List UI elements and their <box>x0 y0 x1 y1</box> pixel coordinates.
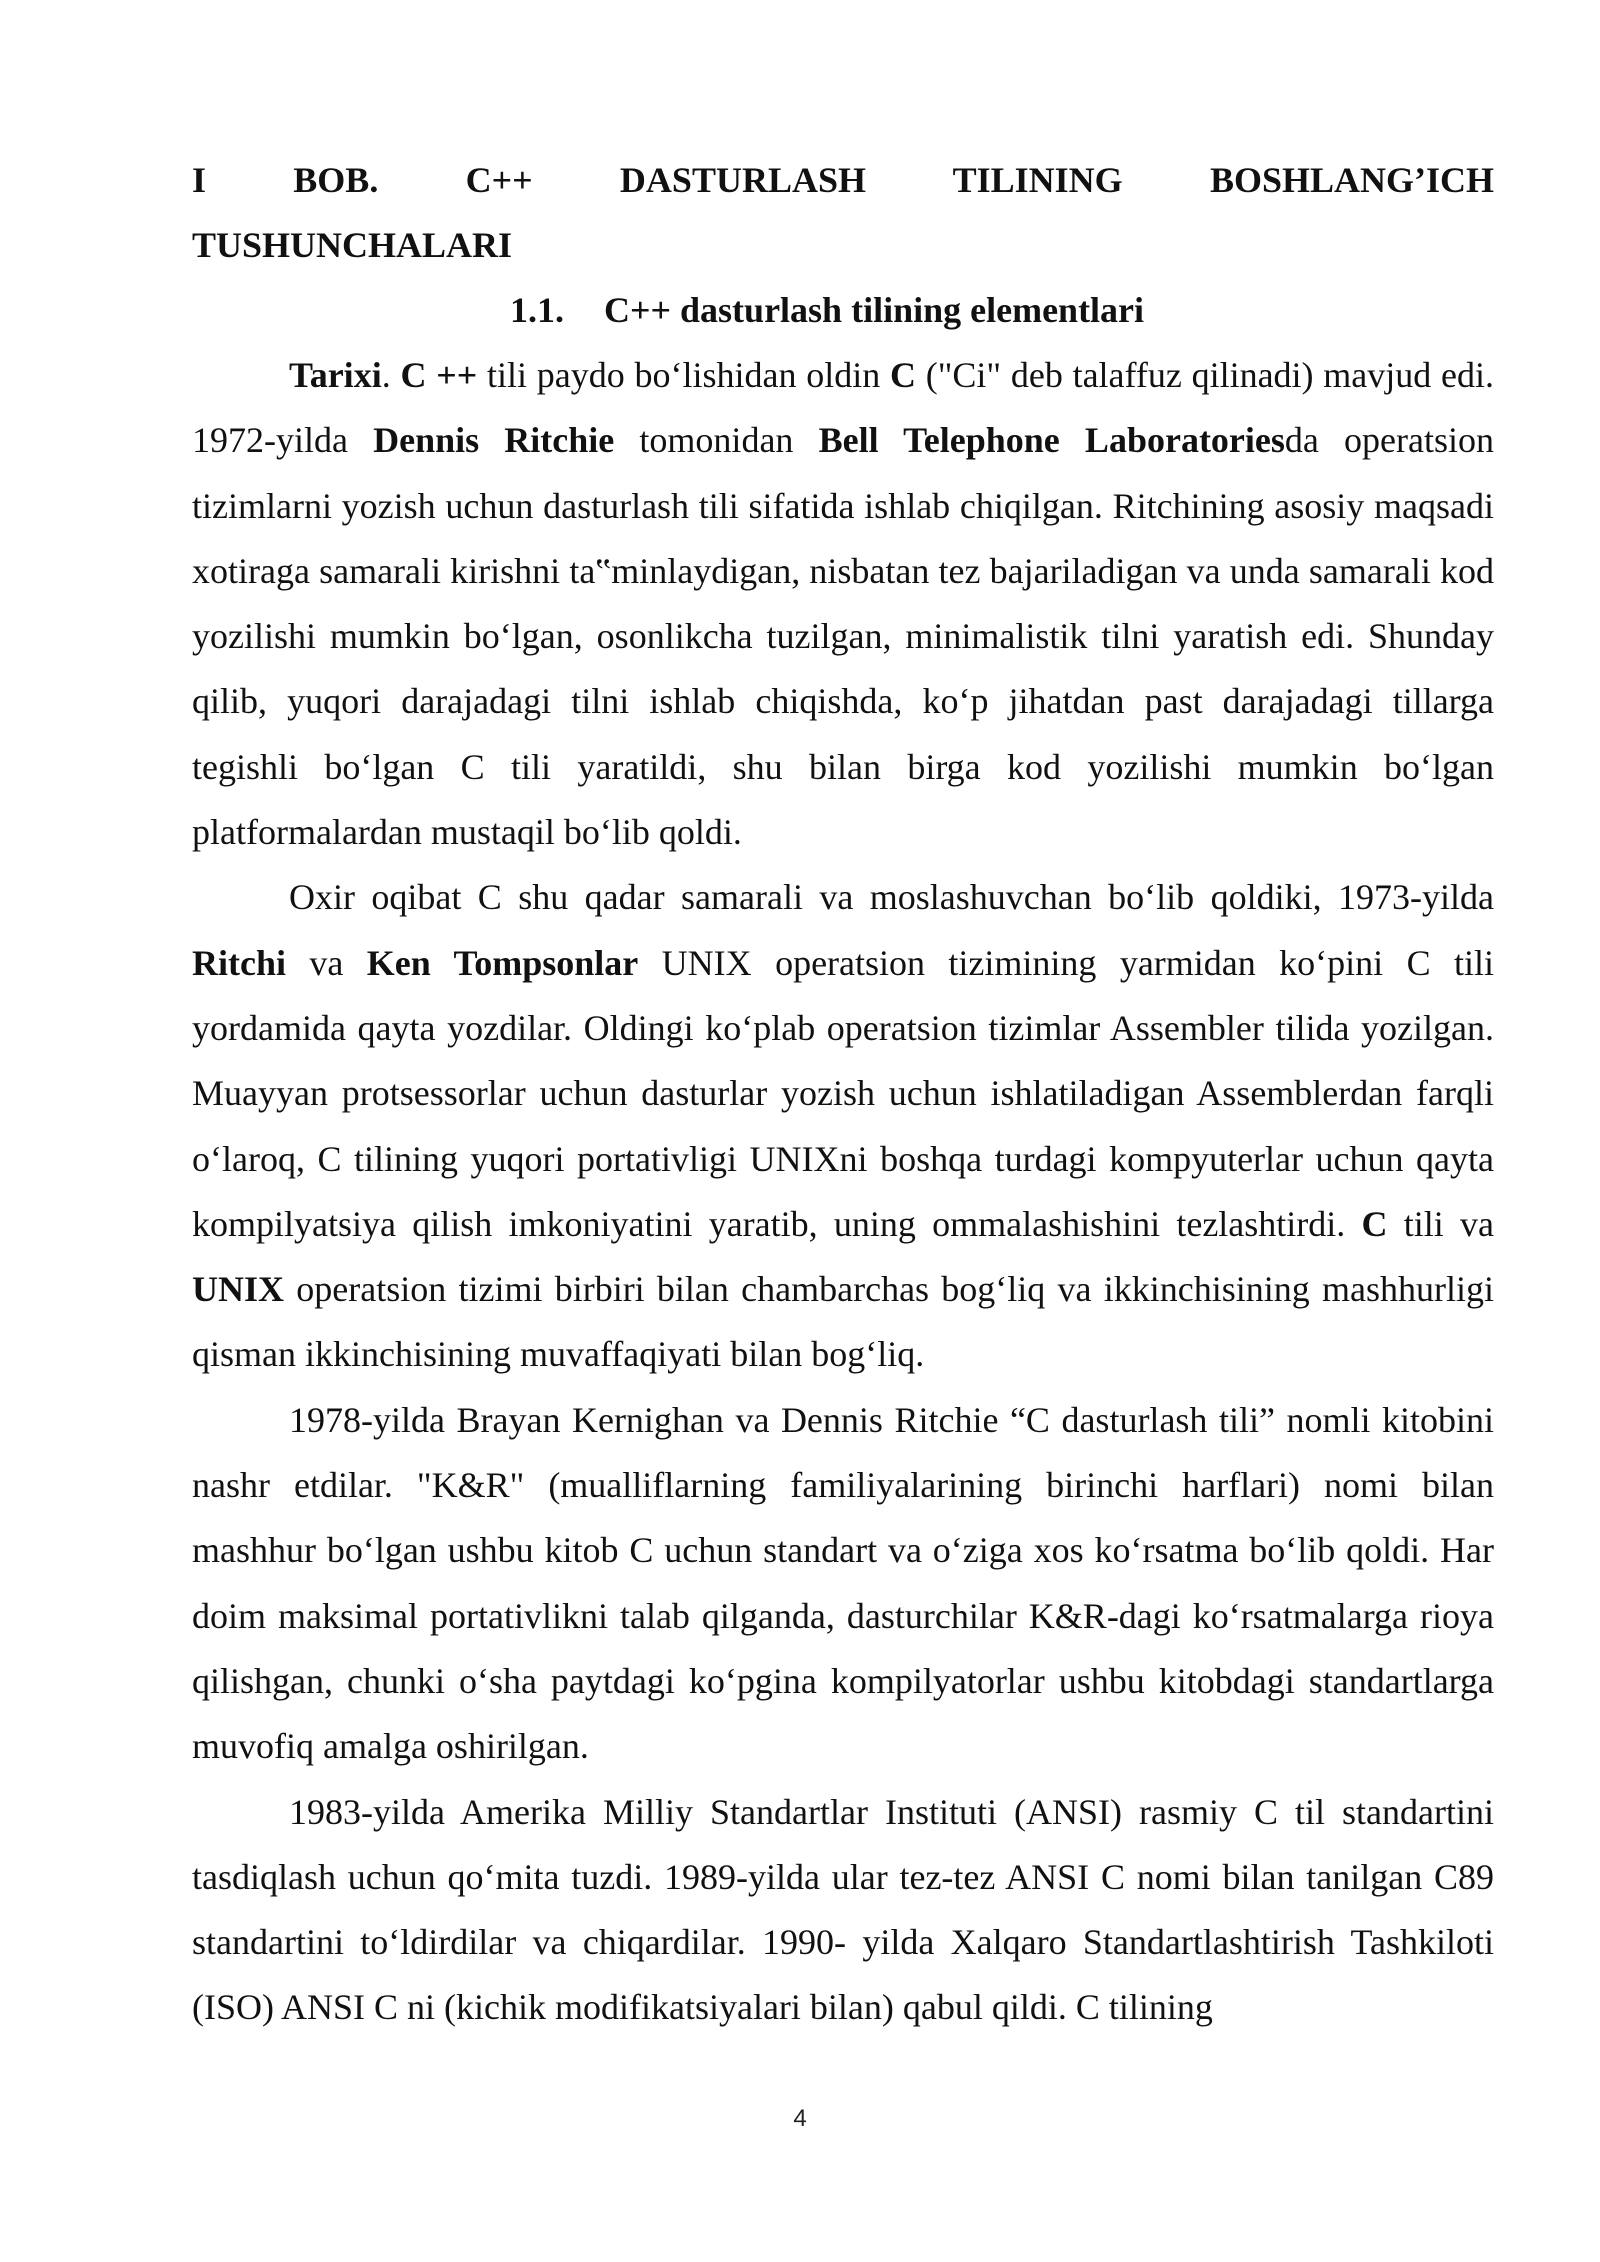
bold-term: UNIX <box>192 1269 285 1310</box>
text-run: tili paydo bo‘lishidan oldin <box>477 355 890 395</box>
chapter-word: BOSHLANG’ICH <box>1209 160 1495 200</box>
paragraph-ansi: 1983-yilda Amerika Milliy Standartlar Instituti (ANSI) rasmiy C til standartini tasdiqlash uchun qo‘mita tuzdi. 1989-yilda ular tez-tez ANSI C nomi bilan tanilgan C89 standartini to‘ldirdilar va chiqardilar. 1990- yilda Xalqaro Standartlashtirish Tashkiloti (ISO) ANSI C ni (kichik modifikatsiyalari bilan) qabul qildi. C tilining <box>192 1791 1494 2028</box>
text-run: tomonidan <box>614 420 819 461</box>
chapter-heading <box>192 148 1494 213</box>
bold-term: C <box>1361 1203 1388 1244</box>
section-number: 1.1. <box>510 290 564 330</box>
bold-term: Ritchi <box>192 942 286 983</box>
chapter-word: DASTURLASH <box>619 160 866 200</box>
bold-term: C ++ <box>400 355 478 395</box>
chapter-word: BOB. <box>293 160 379 200</box>
paragraph-unix <box>192 865 1494 1387</box>
section-title: C++ dasturlash tilining elementlari <box>604 290 1145 330</box>
bold-term: Bell Telephone Laboratories <box>818 420 1285 461</box>
paragraph-kr-book: 1978-yilda Brayan Kernighan va Dennis Ritchie “C dasturlash tili” nomli kitobini nashr etdilar. "K&R" (mualliflarning familiyalarining birinchi harflari) nomi bilan mashhur bo‘lgan ushbu kitob C uchun standart va o‘ziga xos ko‘rsatma bo‘lib qoldi. Har doim maksimal portativlikni talab qilganda, dasturchilar K&R-dagi ko‘rsatmalarga rioya qilishgan, chunki o‘sha paytdagi ko‘pgina kompilyatorlar ushbu kitobdagi standartlarga muvofiq amalga oshirilgan. <box>192 1399 1494 1767</box>
chapter-word: I <box>192 160 207 200</box>
bold-term: Ken Tompsonlar <box>366 942 639 983</box>
section-heading <box>192 278 1494 343</box>
bold-term: Dennis Ritchie <box>373 420 615 461</box>
document-page <box>192 148 1494 2041</box>
text-run: da operatsion tizimlarni yozish uchun dasturlash tili sifatida ishlab chiqilgan. Ritchining asosiy maqsadi xotiraga samarali kirishni ta‟minlaydigan, nisbatan tez bajariladigan va unda samarali kod yozilishi mumkin bo‘lgan, osonlikcha tuzilgan, minimalistik tilni yaratish edi. Shunday qilib, yuqori darajadagi tilni ishlab chiqishda, ko‘p jihatdan past darajadagi tillarga tegishli bo‘lgan C tili yaratildi, shu bilan birga kod yozilishi mumkin bo‘lgan platformalardan mustaqil bo‘lib qoldi. <box>192 420 1494 853</box>
bold-term: Tarixi <box>289 355 382 395</box>
paragraph-history <box>192 343 1494 865</box>
page-number: 4 <box>793 2105 807 2132</box>
text-run: . <box>381 355 401 395</box>
text-run: UNIX operatsion tizimining yarmidan ko‘pini C tili yordamida qayta yozdilar. Oldingi ko‘plab operatsion tizimlar Assembler tilida yozilgan. Muayyan protsessorlar uchun dasturlar yozish uchun ishlatiladigan Assemblerdan farqli o‘laroq, C tilining yuqori portativligi UNIXni boshqa turdagi kompyuterlar uchun qayta kompilyatsiya qilish imkoniyatini yaratib, uning ommalashishini tezlashtirdi. <box>192 942 1494 1244</box>
text-run: Oxir oqibat C shu qadar samarali va moslashuvchan bo‘lib qoldiki, 1973-yilda <box>289 877 1494 918</box>
chapter-heading-line2: TUSHUNCHALARI <box>192 225 513 265</box>
chapter-word: C++ <box>465 160 533 200</box>
text-run: ("Ci" deb talaffuz qilinadi) mavjud edi. 1972-yilda <box>192 355 1495 461</box>
chapter-word: TILINING <box>952 160 1123 200</box>
bold-term: C <box>889 355 916 395</box>
text-run: va <box>286 942 367 983</box>
text-run: operatsion tizimi birbiri bilan chambarchas bog‘liq va ikkinchisining mashhurligi qisman ikkinchisining muvaffaqiyati bilan bog‘liq. <box>192 1269 1494 1375</box>
text-run: tili va <box>1387 1203 1494 1244</box>
